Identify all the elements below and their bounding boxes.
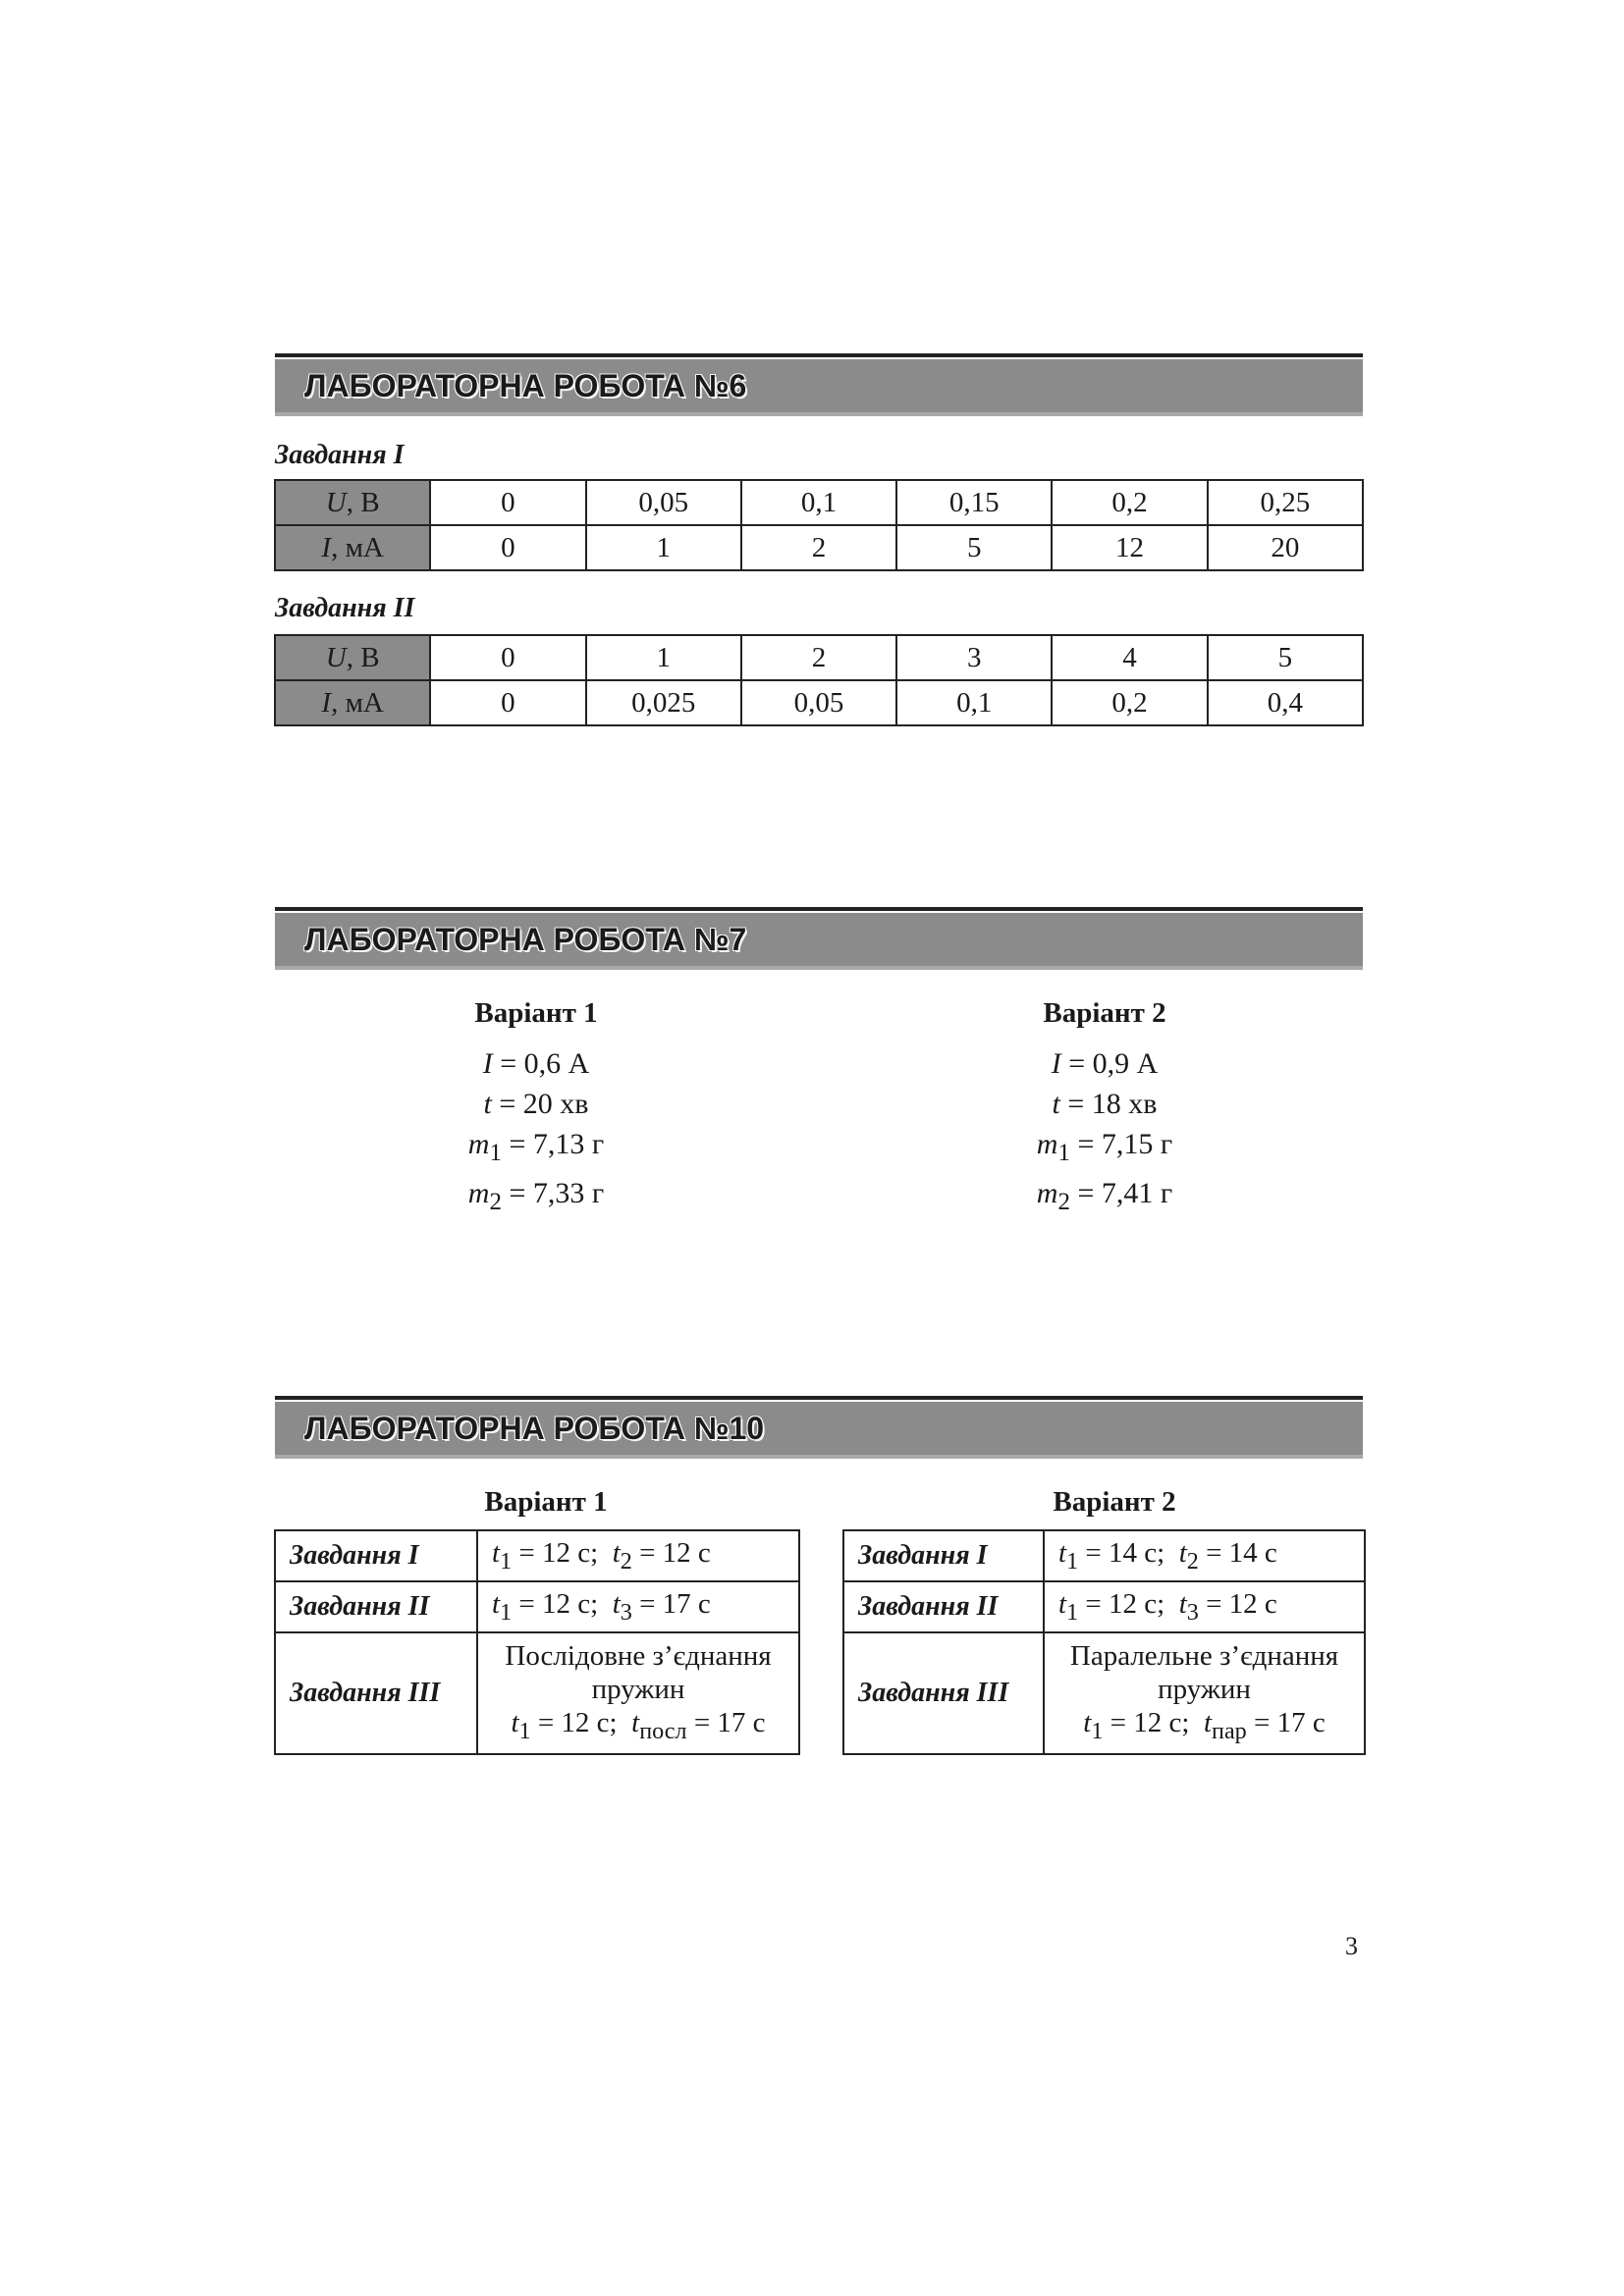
task-label: Завдання I — [275, 1530, 477, 1581]
lab6-header — [275, 353, 1363, 416]
header-rule-top — [275, 907, 1363, 911]
table-row — [843, 1632, 1365, 1754]
table-cell: 0,05 — [586, 480, 741, 525]
connection-type: Паралельне з’єднання — [1069, 1639, 1339, 1672]
table-row — [275, 525, 1363, 570]
lab10-variant-2-title: Варіант 2 — [1053, 1486, 1176, 1518]
connection-object: пружин — [591, 1673, 685, 1705]
task-label: Завдання II — [275, 1581, 477, 1632]
current-value: I = 0,6 А — [482, 1047, 590, 1080]
table-row — [275, 1530, 799, 1581]
table-cell: 0,1 — [741, 480, 896, 525]
lab6-task1-label: Завдання I — [275, 440, 405, 470]
table-row — [275, 635, 1363, 680]
i-header-cell: I, мА — [275, 525, 430, 570]
table-cell: 2 — [741, 525, 896, 570]
table-row — [275, 1581, 799, 1632]
spring-connection-cell — [477, 1632, 799, 1754]
table-cell: 2 — [741, 635, 896, 680]
variant-title: Варіант 2 — [1043, 997, 1166, 1029]
connection-type: Послідовне з’єднання — [505, 1639, 772, 1672]
task-label: Завдання I — [843, 1530, 1044, 1581]
lab7-variant-2 — [957, 997, 1252, 1222]
i-header-cell: I, мА — [275, 680, 430, 725]
time-value: t = 18 хв — [1052, 1088, 1158, 1120]
connection-object: пружин — [1158, 1673, 1251, 1705]
task-label: Завдання II — [843, 1581, 1044, 1632]
header-rule-bottom — [275, 1455, 1363, 1459]
u-header-cell: U, В — [275, 635, 430, 680]
lab6-task2-label: Завдання II — [275, 593, 415, 623]
table-cell: 1 — [586, 525, 741, 570]
lab6-task1-table — [274, 479, 1364, 571]
mass2-value: $m_2 = 7,41$ г — [1036, 1177, 1173, 1215]
lab7-variant-1 — [389, 997, 683, 1222]
time-values: $t_1 = 12$ с; $t_{посл} = 17$ с — [511, 1706, 766, 1744]
u-header-cell: U, В — [275, 480, 430, 525]
mass1-value: $m_1 = 7,13$ г — [467, 1128, 605, 1166]
time-values: $t_1 = 12$ с; $t_3 = 12$ с — [1044, 1581, 1365, 1632]
table-cell: 0,2 — [1052, 680, 1207, 725]
lab6-title: ЛАБОРАТОРНА РОБОТА №6 — [304, 368, 747, 403]
table-cell: 3 — [896, 635, 1052, 680]
table-cell: 5 — [896, 525, 1052, 570]
lab6-task2-table — [274, 634, 1364, 726]
time-values: $t_1 = 12$ с; $t_{пар} = 17$ с — [1083, 1706, 1326, 1744]
lab10-header — [275, 1396, 1363, 1459]
mass2-value: $m_2 = 7,33$ г — [467, 1177, 605, 1215]
header-rule-top — [275, 1396, 1363, 1400]
header-rule-top — [275, 353, 1363, 357]
table-cell: 0,15 — [896, 480, 1052, 525]
table-row — [843, 1581, 1365, 1632]
table-cell: 0 — [430, 480, 585, 525]
time-value: t = 20 хв — [483, 1088, 589, 1120]
time-values: $t_1 = 14$ с; $t_2 = 14$ с — [1044, 1530, 1365, 1581]
lab10-variant-1-title: Варіант 1 — [484, 1486, 608, 1518]
lab7-header — [275, 907, 1363, 970]
table-cell: 20 — [1208, 525, 1363, 570]
lab10-variant-1-table — [274, 1529, 800, 1755]
table-row — [843, 1530, 1365, 1581]
mass1-value: $m_1 = 7,15$ г — [1036, 1128, 1173, 1166]
table-cell: 0,2 — [1052, 480, 1207, 525]
table-row — [275, 480, 1363, 525]
table-cell: 0 — [430, 680, 585, 725]
table-cell: 0,25 — [1208, 480, 1363, 525]
table-cell: 0,05 — [741, 680, 896, 725]
lab7-title: ЛАБОРАТОРНА РОБОТА №7 — [304, 922, 747, 957]
lab10-title: ЛАБОРАТОРНА РОБОТА №10 — [304, 1411, 765, 1446]
variant-title: Варіант 1 — [474, 997, 598, 1029]
lab10-variant-2-table — [842, 1529, 1366, 1755]
table-cell: 12 — [1052, 525, 1207, 570]
table-cell: 0,1 — [896, 680, 1052, 725]
time-values: $t_1 = 12$ с; $t_3 = 17$ с — [477, 1581, 799, 1632]
task-label: Завдання III — [275, 1632, 477, 1754]
table-cell: 4 — [1052, 635, 1207, 680]
time-values: $t_1 = 12$ с; $t_2 = 12$ с — [477, 1530, 799, 1581]
page-number: 3 — [1345, 1932, 1358, 1960]
table-row — [275, 680, 1363, 725]
spring-connection-cell — [1044, 1632, 1365, 1754]
table-cell: 5 — [1208, 635, 1363, 680]
table-cell: 0 — [430, 635, 585, 680]
table-cell: 0 — [430, 525, 585, 570]
header-rule-bottom — [275, 412, 1363, 416]
current-value: I = 0,9 А — [1051, 1047, 1159, 1080]
header-rule-bottom — [275, 966, 1363, 970]
table-row — [275, 1632, 799, 1754]
table-cell: 0,025 — [586, 680, 741, 725]
task-label: Завдання III — [843, 1632, 1044, 1754]
table-cell: 1 — [586, 635, 741, 680]
table-cell: 0,4 — [1208, 680, 1363, 725]
